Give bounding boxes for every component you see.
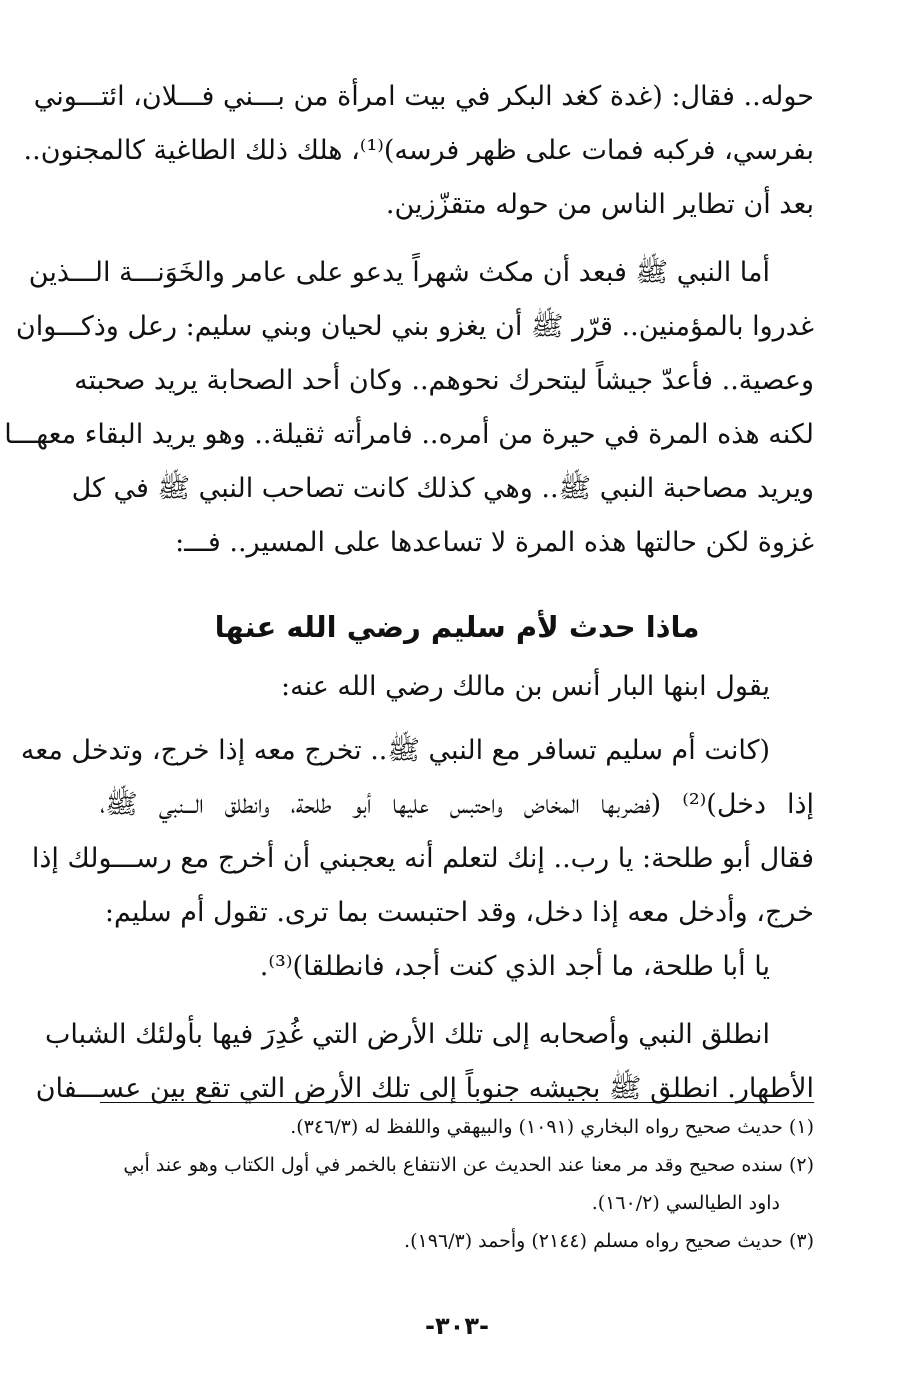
text-line: انطلق النبي وأصحابه إلى تلك الأرض التي غُدِرَ فيها بأولئك الشباب — [44, 1019, 770, 1050]
text-line: فقال أبو طلحة: يا رب.. إنك لتعلم أنه يعجبني أن أخرج مع رســـولك إذا — [31, 843, 814, 874]
paragraph-3 — [100, 660, 814, 714]
text-line: ويريد مصاحبة النبي ﷺ.. وهي كذلك كانت تصاحب النبي ﷺ في كل — [71, 473, 814, 504]
text-line: أما النبي ﷺ فبعد أن مكث شهراً يدعو على عامر والخَوَنـــة الـــذين — [28, 257, 770, 288]
page-number: -٣٠٣- — [425, 1312, 489, 1340]
footnotes — [100, 1108, 814, 1260]
footnote-2: (٢) سنده صحيح وقد مر معنا عند الحديث عن الانتفاع بالخمر في أول الكتاب وهو عند أبي — [123, 1154, 814, 1176]
footnote-2-continued: داود الطيالسي (١٦٠/٢). — [591, 1192, 780, 1214]
text-line: الأطهار. انطلق ﷺ بجيشه جنوباً إلى تلك الأرض التي تقع بين عســـفان — [35, 1073, 814, 1104]
text-line: بفرسي، فركبه فمات على ظهر فرسه)⁽¹⁾، هلك ذلك الطاغية كالمجنون.. — [23, 135, 814, 166]
paragraph-2 — [4, 246, 814, 570]
footnote-3: (٣) حديث صحيح رواه مسلم (٢١٤٤) وأحمد (١٩٦/٣). — [404, 1230, 814, 1252]
text-line: بعد أن تطاير الناس من حوله متقزّزين. — [385, 189, 814, 220]
page-body — [4, 70, 814, 1116]
text-line: غدروا بالمؤمنين.. قرّر ﷺ أن يغزو بني لحيان وبني سليم: رعل وذكـــوان — [15, 311, 814, 342]
text-line: حوله.. فقال: (غدة كغد البكر في بيت امرأة من بـــني فـــلان، ائتـــوني — [33, 81, 814, 112]
section-heading: ماذا حدث لأم سليم رضي الله عنها — [214, 610, 700, 644]
text-line: وعصية.. فأعدّ جيشاً ليتحرك نحوهم.. وكان أحد الصحابة يريد صحبته — [74, 365, 814, 396]
paragraph-4 — [20, 724, 814, 940]
paragraph-5 — [100, 940, 814, 994]
text-line: غزوة لكن حالتها هذه المرة لا تساعدها على المسير.. فـــ: — [175, 527, 814, 558]
text-line: يا أبا طلحة، ما أجد الذي كنت أجد، فانطلقا)⁽³⁾. — [259, 951, 770, 982]
text-line: لكنه هذه المرة في حيرة من أمره.. فامرأته ثقيلة.. وهو يريد البقاء معهـــا — [4, 419, 814, 450]
paragraph-1 — [23, 70, 814, 232]
text-line: يقول ابنها البار أنس بن مالك رضي الله عنه: — [281, 671, 770, 702]
text-line: إذا دخل)⁽²⁾ (فضربها المخاض واحتبس عليها أبو طلحة، وانطلق الـــنبي ﷺ، — [100, 789, 814, 820]
footnote-1: (١) حديث صحيح رواه البخاري (١٠٩١) والبيهقي واللفظ له (٣٤٦/٣). — [290, 1116, 814, 1138]
paragraph-6 — [35, 1008, 814, 1116]
text-line: خرج، وأدخل معه إذا دخل، وقد احتبست بما ترى. تقول أم سليم: — [104, 897, 814, 928]
text-line: (كانت أم سليم تسافر مع النبي ﷺ.. تخرج معه إذا خرج، وتدخل معه — [20, 735, 770, 766]
footnote-divider — [100, 1102, 814, 1103]
